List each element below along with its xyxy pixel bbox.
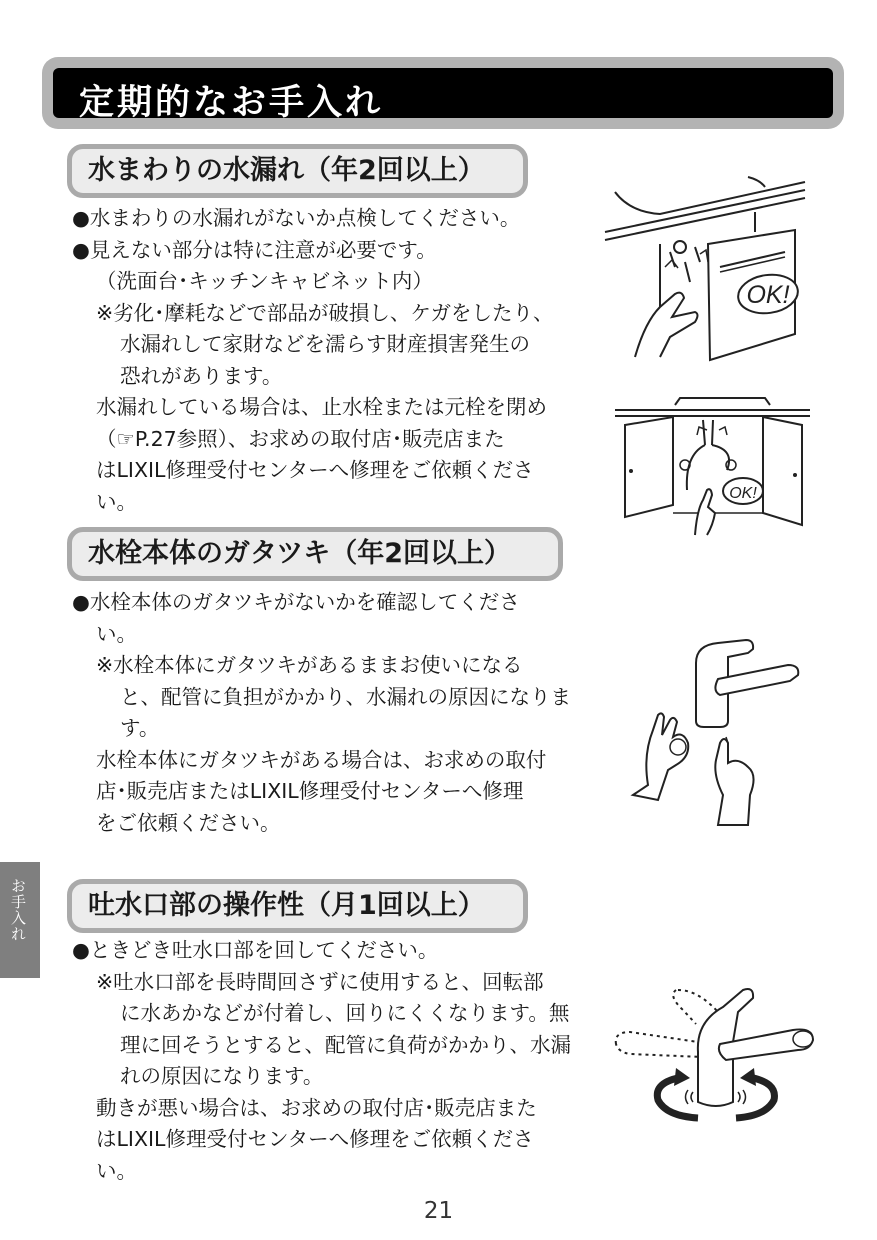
section-heading-spout-operation: 吐水口部の操作性（月1回以上） bbox=[67, 879, 528, 933]
text-line: 動きが悪い場合は、お求めの取付店･販売店また bbox=[96, 1095, 537, 1120]
kitchen-cabinet-illustration bbox=[615, 395, 815, 540]
text-line: と、配管に負担がかかり、水漏れの原因になりま bbox=[120, 684, 571, 709]
text-line: 理に回そうとすると、配管に負荷がかかり、水漏 bbox=[120, 1032, 571, 1057]
section-heading-water-leak: 水まわりの水漏れ（年2回以上） bbox=[67, 144, 528, 198]
text-line: ●ときどき吐水口部を回してください。 bbox=[72, 938, 439, 962]
title-bar bbox=[42, 57, 844, 129]
text-line: はLIXIL修理受付センターへ修理をご依頼くださ bbox=[96, 1127, 534, 1151]
text-line: れの原因になります。 bbox=[120, 1064, 324, 1088]
text-line: 水漏れして家財などを濡らす財産損害発生の bbox=[120, 332, 530, 356]
faucet-wobble-illustration bbox=[628, 635, 808, 830]
vanity-cabinet-illustration bbox=[600, 172, 810, 362]
text-line: ※吐水口部を長時間回さずに使用すると、回転部 bbox=[96, 969, 544, 994]
text-line: はLIXIL修理受付センターへ修理をご依頼くださ bbox=[96, 458, 534, 482]
text-line: い。 bbox=[96, 1158, 137, 1183]
text-line: ●水まわりの水漏れがないか点検してください。 bbox=[72, 206, 521, 230]
text-line: （洗面台･キッチンキャビネット内） bbox=[96, 269, 433, 293]
section-body-water-leak bbox=[72, 203, 590, 518]
text-line: 店･販売店またはLIXIL修理受付センターへ修理 bbox=[96, 779, 524, 803]
text-line: ※劣化･摩耗などで部品が破損し、ケガをしたり、 bbox=[96, 300, 554, 325]
text-line: い。 bbox=[96, 489, 137, 514]
ok-label-1: OK! bbox=[746, 281, 790, 309]
text-line: 水漏れしている場合は、止水栓または元栓を閉め bbox=[96, 395, 547, 419]
text-line: ●水栓本体のガタツキがないかを確認してくださ bbox=[72, 590, 520, 614]
text-line: （☞P.27参照）、お求めの取付店･販売店また bbox=[96, 426, 505, 451]
section-body-spout-operation bbox=[72, 935, 590, 1187]
text-line: す。 bbox=[120, 716, 160, 740]
text-line: をご依頼ください。 bbox=[96, 810, 281, 835]
ok-label-2: OK! bbox=[729, 485, 757, 502]
side-tab bbox=[0, 862, 40, 978]
side-tab-label: お手入れ bbox=[9, 878, 27, 942]
text-line: い。 bbox=[96, 621, 137, 646]
page-title: 定期的なお手入れ bbox=[79, 83, 384, 123]
page-number: 21 bbox=[423, 1198, 454, 1224]
section-body-faucet-wobble bbox=[72, 587, 590, 839]
text-line: 水栓本体にガタツキがある場合は、お求めの取付 bbox=[96, 747, 547, 772]
title-bar-inner bbox=[53, 68, 833, 123]
text-line: ●見えない部分は特に注意が必要です。 bbox=[72, 237, 437, 262]
spout-rotation-illustration bbox=[608, 982, 823, 1122]
text-line: 恐れがあります。 bbox=[120, 363, 283, 388]
section-heading-faucet-wobble: 水栓本体のガタツキ（年2回以上） bbox=[67, 527, 563, 581]
text-line: ※水栓本体にガタツキがあるままお使いになる bbox=[96, 653, 523, 677]
text-line: に水あかなどが付着し、回りにくくなります。無 bbox=[120, 1001, 570, 1025]
